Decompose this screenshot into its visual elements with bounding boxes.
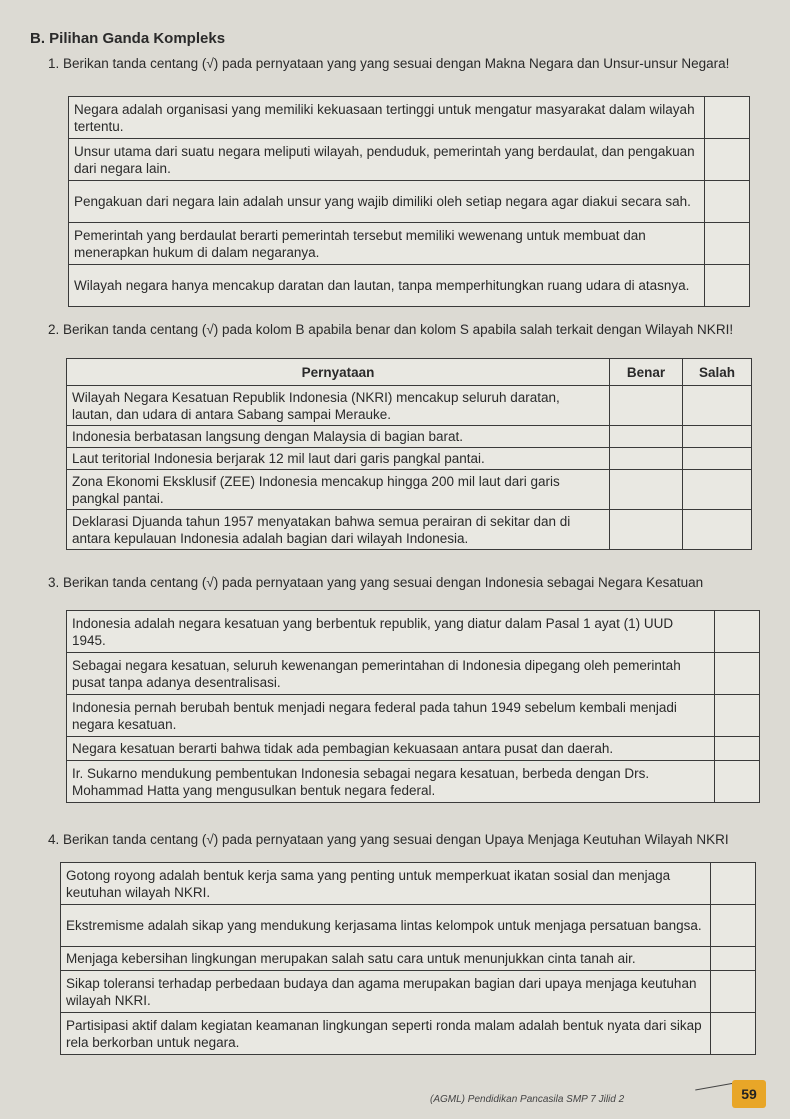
- statement-cell: Partisipasi aktif dalam kegiatan keamanan lingkungan seperti ronda malam adalah bentuk nyata dari sikap rela berkorban untuk negara.: [61, 1013, 711, 1055]
- checkbox-cell[interactable]: [711, 971, 756, 1013]
- statement-cell: Sikap toleransi terhadap perbedaan budaya dan agama merupakan bagian dari upaya menjaga keutuhan wilayah NKRI.: [61, 971, 711, 1013]
- statement-cell: Negara kesatuan berarti bahwa tidak ada pembagian kekuasaan antara pusat dan daerah.: [67, 737, 715, 761]
- statement-cell: Wilayah Negara Kesatuan Republik Indonesia (NKRI) mencakup seluruh daratan, lautan, dan udara di antara Sabang sampai Merauke.: [67, 386, 610, 426]
- statement-cell: Gotong royong adalah bentuk kerja sama yang penting untuk memperkuat ikatan sosial dan menjaga keutuhan wilayah NKRI.: [61, 863, 711, 905]
- statement-cell: Ir. Sukarno mendukung pembentukan Indonesia sebagai negara kesatuan, berbeda dengan Drs. Mohammad Hatta yang mengusulkan bentuk negara federal.: [67, 761, 715, 803]
- checkbox-cell[interactable]: [711, 863, 756, 905]
- table-row: [61, 905, 756, 947]
- table-row: [67, 737, 760, 761]
- checkbox-cell[interactable]: [715, 737, 760, 761]
- table-row: [67, 386, 752, 426]
- table-row: [61, 863, 756, 905]
- footer-divider: [695, 1083, 735, 1091]
- benar-checkbox[interactable]: [610, 386, 683, 426]
- table-row: [67, 426, 752, 448]
- table-header-row: [67, 359, 752, 386]
- header-benar: Benar: [610, 359, 683, 386]
- salah-checkbox[interactable]: [683, 510, 752, 550]
- checkbox-cell[interactable]: [711, 947, 756, 971]
- statement-cell: Pengakuan dari negara lain adalah unsur yang wajib dimiliki oleh setiap negara agar diakui secara sah.: [69, 181, 705, 223]
- table-row: [67, 761, 760, 803]
- question-1-table: [68, 96, 750, 307]
- statement-cell: Sebagai negara kesatuan, seluruh kewenangan pemerintahan di Indonesia dipegang oleh pemerintah pusat tanpa adanya desentralisasi.: [67, 653, 715, 695]
- table-row: [67, 653, 760, 695]
- statement-cell: Menjaga kebersihan lingkungan merupakan salah satu cara untuk menunjukkan cinta tanah air.: [61, 947, 711, 971]
- checkbox-cell[interactable]: [705, 265, 750, 307]
- checkbox-cell[interactable]: [705, 223, 750, 265]
- table-row: [67, 510, 752, 550]
- statement-cell: Indonesia adalah negara kesatuan yang berbentuk republik, yang diatur dalam Pasal 1 ayat (1) UUD 1945.: [67, 611, 715, 653]
- footer-text: (AGML) Pendidikan Pancasila SMP 7 Jilid 2: [430, 1094, 625, 1105]
- benar-checkbox[interactable]: [610, 510, 683, 550]
- table-row: [69, 97, 750, 139]
- question-2-text: 2. Berikan tanda centang (√) pada kolom B apabila benar dan kolom S apabila salah terkait dengan Wilayah NKRI!: [48, 322, 734, 337]
- question-4-text: 4. Berikan tanda centang (√) pada pernyataan yang yang sesuai dengan Upaya Menjaga Keutuhan Wilayah NKRI: [48, 832, 729, 847]
- statement-cell: Deklarasi Djuanda tahun 1957 menyatakan bahwa semua perairan di sekitar dan di antara kepulauan Indonesia adalah bagian dari wilayah Indonesia.: [67, 510, 610, 550]
- benar-checkbox[interactable]: [610, 448, 683, 470]
- salah-checkbox[interactable]: [683, 470, 752, 510]
- checkbox-cell[interactable]: [705, 139, 750, 181]
- benar-checkbox[interactable]: [610, 470, 683, 510]
- question-3-table: [66, 610, 760, 803]
- salah-checkbox[interactable]: [683, 386, 752, 426]
- checkbox-cell[interactable]: [705, 181, 750, 223]
- table-row: [67, 470, 752, 510]
- checkbox-cell[interactable]: [715, 761, 760, 803]
- table-row: [69, 265, 750, 307]
- question-1-text: 1. Berikan tanda centang (√) pada pernyataan yang yang sesuai dengan Makna Negara dan Unsur-unsur Negara!: [48, 56, 730, 71]
- benar-checkbox[interactable]: [610, 426, 683, 448]
- statement-cell: Laut teritorial Indonesia berjarak 12 mil laut dari garis pangkal pantai.: [67, 448, 610, 470]
- table-row: [67, 695, 760, 737]
- statement-cell: Unsur utama dari suatu negara meliputi wilayah, penduduk, pemerintah yang berdaulat, dan pengakuan dari negara lain.: [69, 139, 705, 181]
- statement-cell: Ekstremisme adalah sikap yang mendukung kerjasama lintas kelompok untuk menjaga persatuan bangsa.: [61, 905, 711, 947]
- checkbox-cell[interactable]: [711, 905, 756, 947]
- page-number: 59: [732, 1080, 766, 1108]
- checkbox-cell[interactable]: [715, 653, 760, 695]
- statement-cell: Wilayah negara hanya mencakup daratan dan lautan, tanpa memperhitungkan ruang udara di atasnya.: [69, 265, 705, 307]
- statement-cell: Indonesia pernah berubah bentuk menjadi negara federal pada tahun 1949 sebelum kembali menjadi negara kesatuan.: [67, 695, 715, 737]
- statement-cell: Zona Ekonomi Eksklusif (ZEE) Indonesia mencakup hingga 200 mil laut dari garis pangkal pantai.: [67, 470, 610, 510]
- table-row: [69, 139, 750, 181]
- table-row: [67, 448, 752, 470]
- checkbox-cell[interactable]: [711, 1013, 756, 1055]
- table-row: [61, 971, 756, 1013]
- table-row: [69, 181, 750, 223]
- statement-cell: Indonesia berbatasan langsung dengan Malaysia di bagian barat.: [67, 426, 610, 448]
- checkbox-cell[interactable]: [715, 695, 760, 737]
- table-row: [61, 1013, 756, 1055]
- salah-checkbox[interactable]: [683, 426, 752, 448]
- checkbox-cell[interactable]: [715, 611, 760, 653]
- header-statement: Pernyataan: [67, 359, 610, 386]
- header-salah: Salah: [683, 359, 752, 386]
- question-4-table: [60, 862, 756, 1055]
- question-2-table: [66, 358, 752, 550]
- table-row: [61, 947, 756, 971]
- statement-cell: Negara adalah organisasi yang memiliki kekuasaan tertinggi untuk mengatur masyarakat dalam wilayah tertentu.: [69, 97, 705, 139]
- question-3-text: 3. Berikan tanda centang (√) pada pernyataan yang yang sesuai dengan Indonesia sebagai Negara Kesatuan: [48, 575, 704, 590]
- checkbox-cell[interactable]: [705, 97, 750, 139]
- table-row: [67, 611, 760, 653]
- section-title: B. Pilihan Ganda Kompleks: [30, 30, 226, 47]
- salah-checkbox[interactable]: [683, 448, 752, 470]
- statement-cell: Pemerintah yang berdaulat berarti pemerintah tersebut memiliki wewenang untuk membuat dan menerapkan hukum di dalam negaranya.: [69, 223, 705, 265]
- table-row: [69, 223, 750, 265]
